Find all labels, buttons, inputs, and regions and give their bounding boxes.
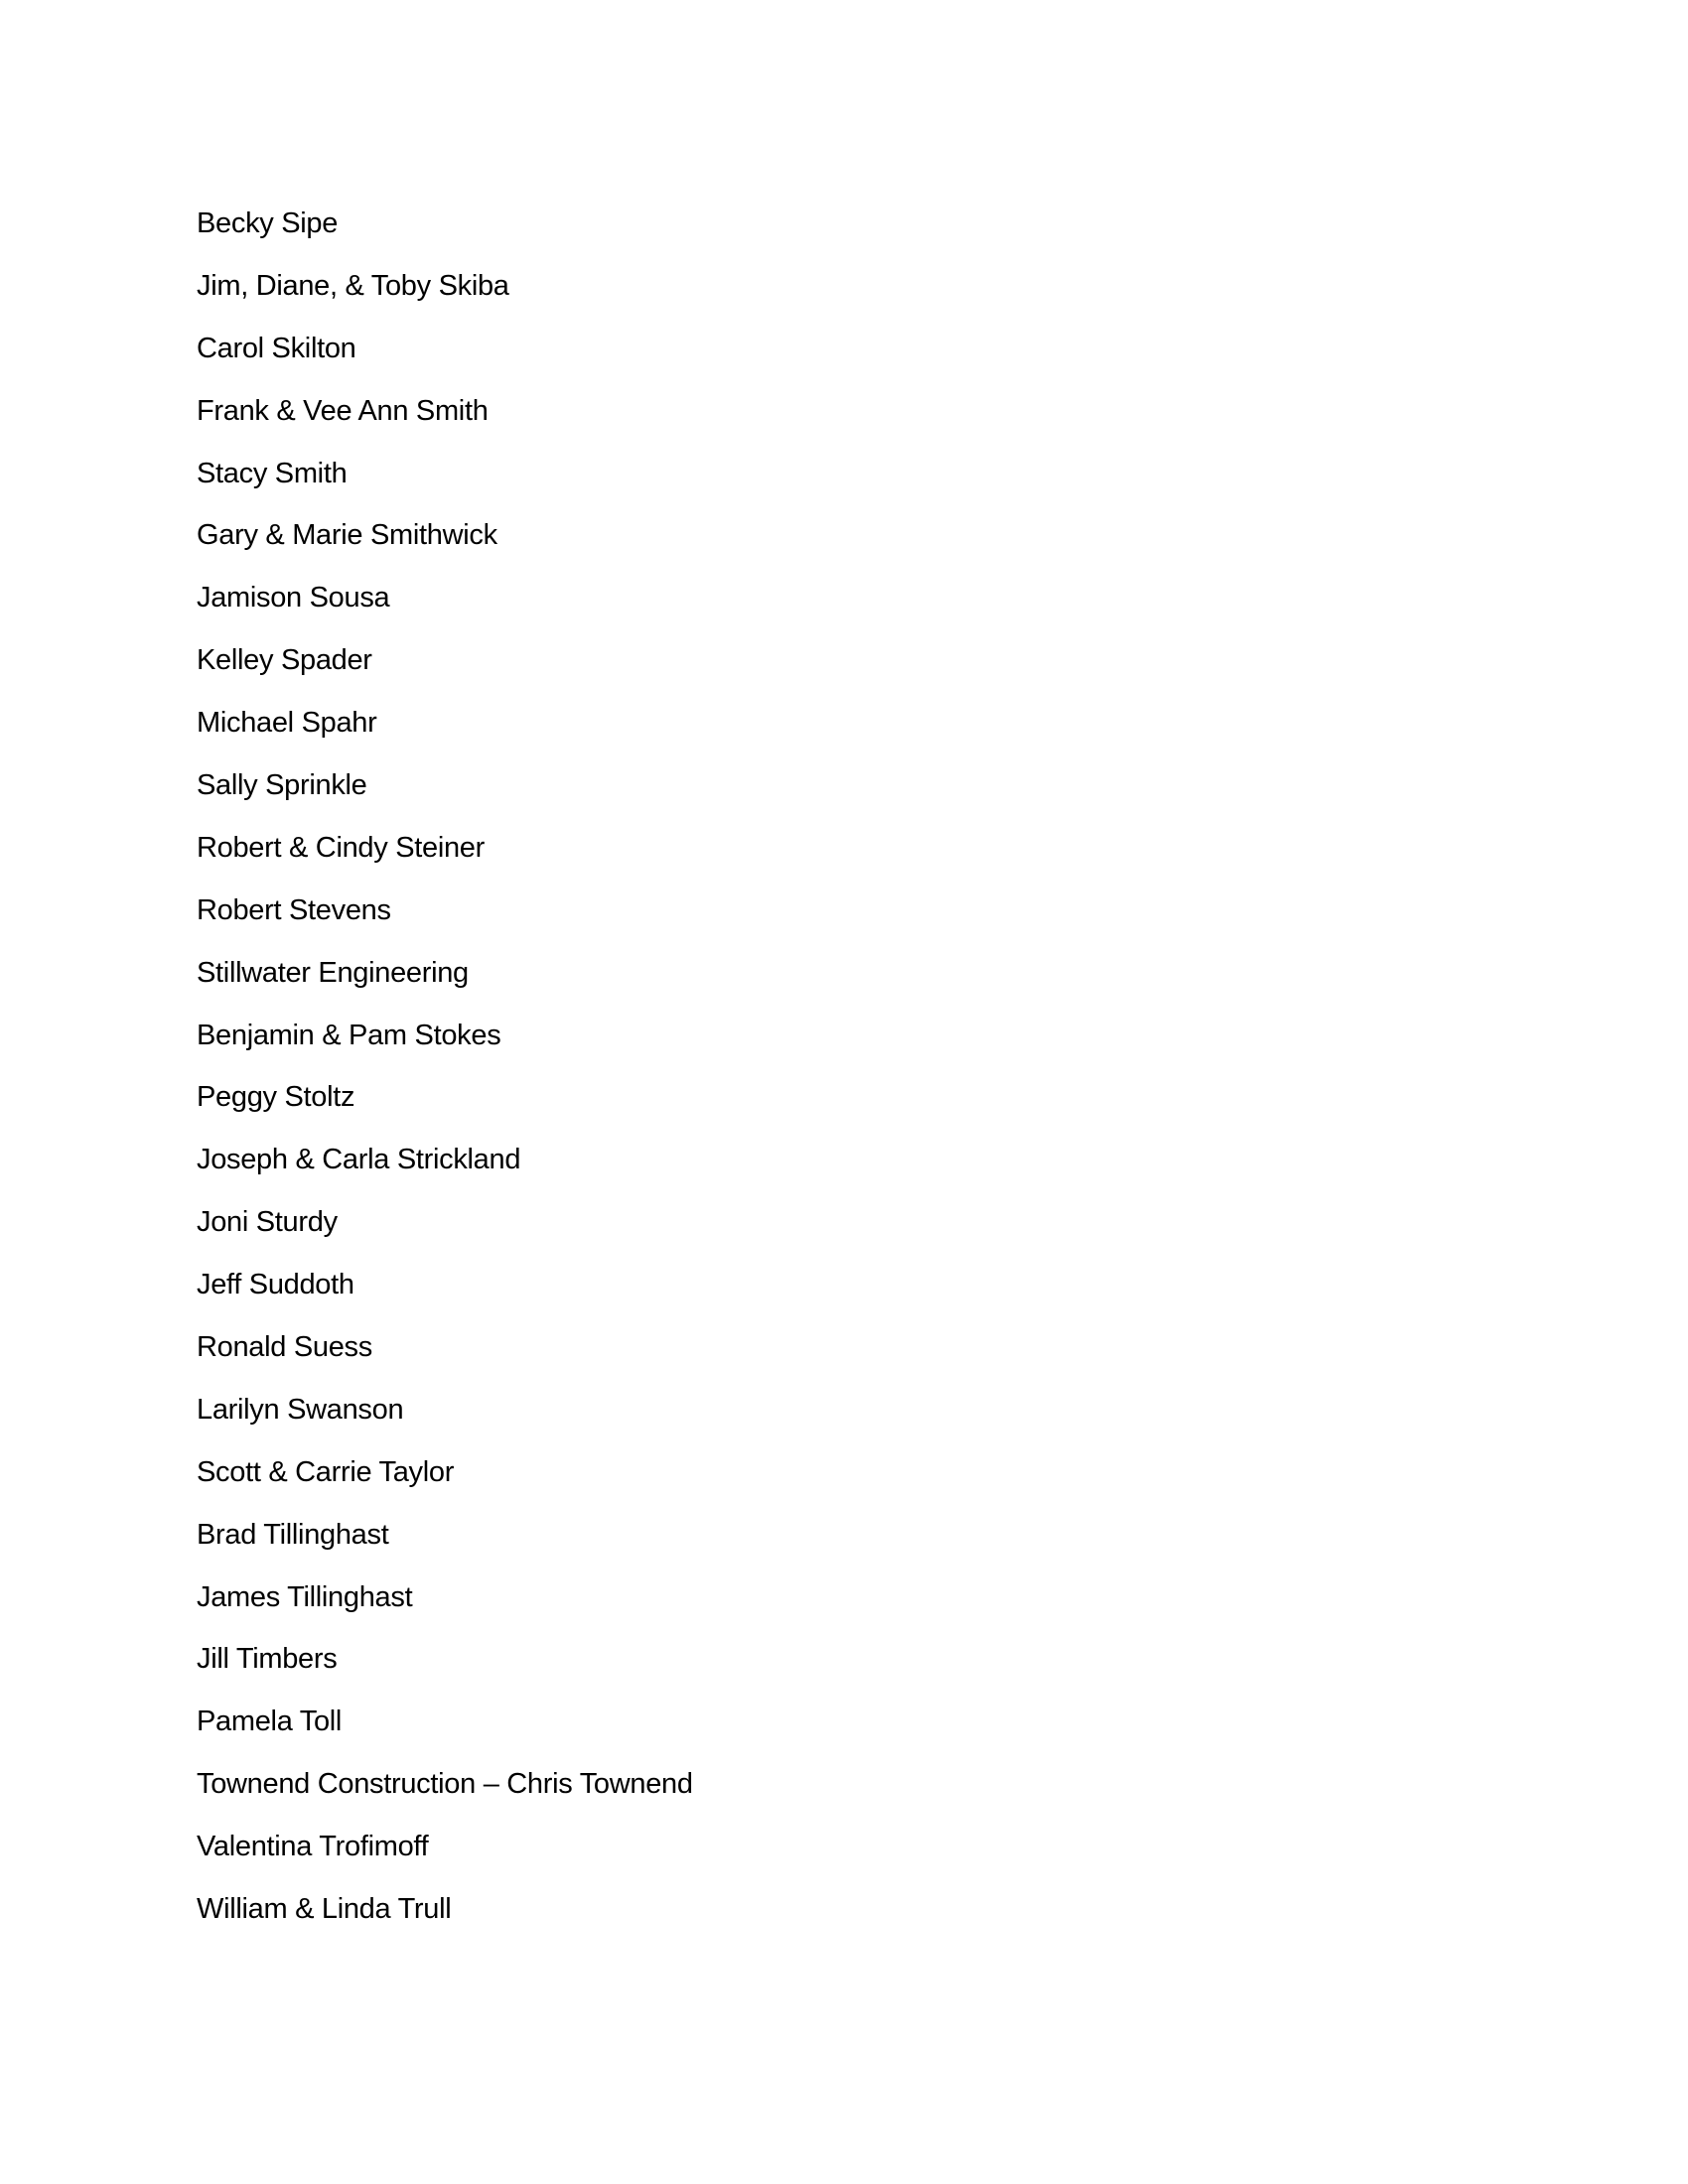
list-item: Brad Tillinghast (197, 1518, 389, 1551)
list-item: Pamela Toll (197, 1706, 343, 1738)
list-item: Carol Skilton (197, 332, 356, 364)
list-item: Scott & Carrie Taylor (197, 1455, 455, 1488)
list-item: Sally Sprinkle (197, 769, 367, 802)
list-item: William & Linda Trull (197, 1893, 452, 1926)
list-item: Larilyn Swanson (197, 1393, 404, 1426)
list-item: James Tillinghast (197, 1580, 413, 1613)
list-item: Jim, Diane, & Toby Skiba (197, 269, 509, 302)
list-item: Jamison Sousa (197, 582, 390, 614)
list-item: Stillwater Engineering (197, 956, 469, 989)
list-item: Robert & Cindy Steiner (197, 831, 485, 864)
list-item: Kelley Spader (197, 644, 372, 677)
list-item: Becky Sipe (197, 207, 339, 239)
list-item: Ronald Suess (197, 1331, 372, 1364)
list-item: Stacy Smith (197, 457, 348, 489)
name-list (197, 193, 693, 1941)
list-item: Jill Timbers (197, 1643, 338, 1676)
list-item: Joseph & Carla Strickland (197, 1144, 521, 1176)
list-item: Robert Stevens (197, 893, 391, 926)
list-item: Jeff Suddoth (197, 1269, 354, 1301)
list-item: Valentina Trofimoff (197, 1831, 429, 1863)
list-item: Frank & Vee Ann Smith (197, 394, 489, 427)
list-item: Townend Construction – Chris Townend (197, 1768, 693, 1801)
list-item: Peggy Stoltz (197, 1081, 355, 1114)
list-item: Gary & Marie Smithwick (197, 519, 497, 552)
list-item: Joni Sturdy (197, 1206, 338, 1239)
list-item: Michael Spahr (197, 707, 377, 740)
list-item: Benjamin & Pam Stokes (197, 1019, 501, 1051)
